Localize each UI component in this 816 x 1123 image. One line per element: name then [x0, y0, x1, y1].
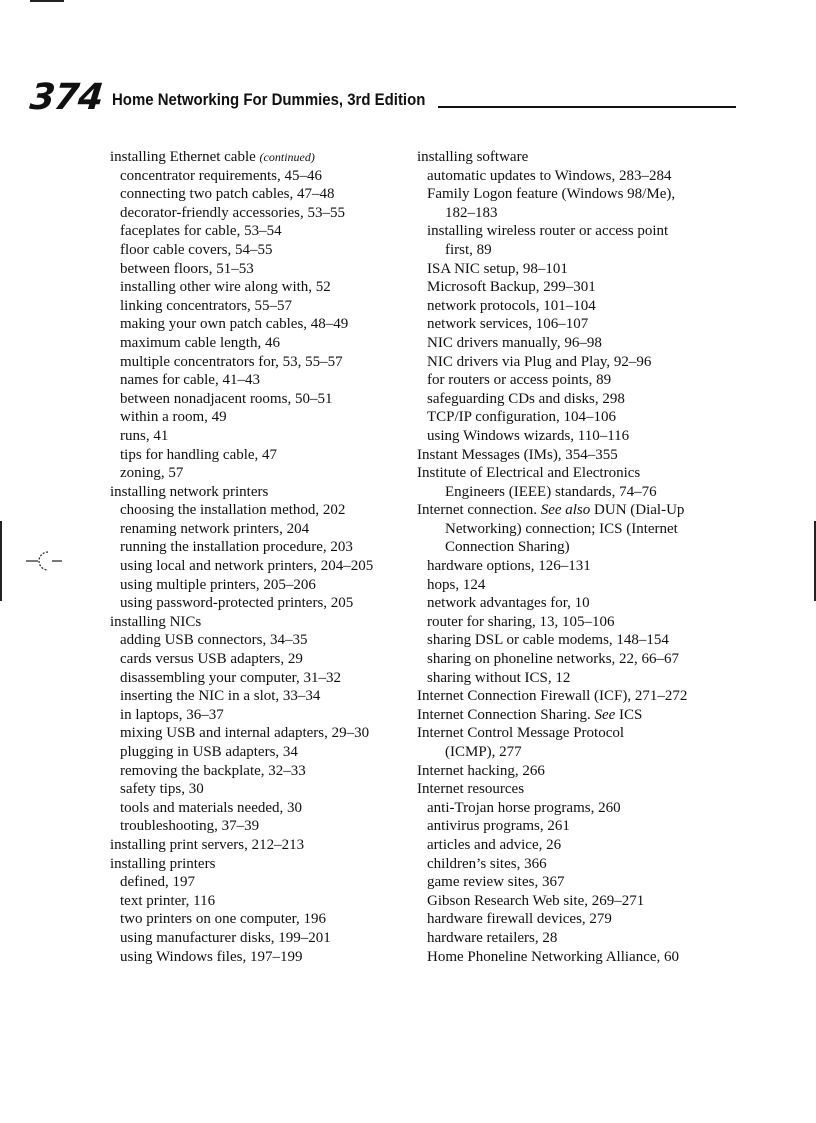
index-subentry: [110, 260, 410, 279]
index-entry-text: tools and materials needed, 30: [120, 799, 303, 816]
index-subentry: [417, 576, 717, 595]
index-subentry: [110, 167, 410, 186]
index-entry-text: installing software: [417, 149, 529, 165]
index-subentry: [110, 315, 410, 334]
index-subentry: [110, 724, 410, 743]
index-entry-text: cards versus USB adapters, 29: [120, 651, 303, 668]
index-entry-text: mixing USB and internal adapters, 29–30: [120, 725, 370, 742]
index-entry-text: concentrator requirements, 45–46: [120, 167, 323, 184]
index-entry-text: multiple concentrators for, 53, 55–57: [120, 353, 343, 370]
index-entry-text: runs, 41: [120, 427, 169, 444]
index-entry-text: safeguarding CDs and disks, 298: [427, 390, 625, 407]
index-entry-text: hardware options, 126–131: [427, 558, 591, 575]
index-subentry: [417, 353, 717, 372]
index-entry-text: linking concentrators, 55–57: [120, 297, 293, 314]
index-subentry: [417, 873, 717, 892]
index-entry-text: between nonadjacent rooms, 50–51: [120, 390, 333, 407]
index-entry-text: Internet Connection Sharing.: [417, 706, 591, 723]
index-entry-text: maximum cable length, 46: [120, 334, 280, 351]
index-subentry: [110, 446, 410, 465]
crop-mark-top: [30, 0, 64, 2]
index-subentry: [110, 799, 410, 818]
index-entry: [110, 483, 410, 502]
index-entry-text: network protocols, 101–104: [427, 297, 596, 314]
index-entry-text: Internet Control Message Protocol: [417, 725, 625, 742]
index-subentry: [417, 390, 717, 409]
index-entry-text: text printer, 116: [120, 892, 216, 909]
see-reference: See: [594, 706, 616, 723]
index-entry-text: children’s sites, 366: [427, 855, 547, 872]
continued-note: (continued): [259, 150, 315, 164]
index-entry-text: articles and advice, 26: [427, 836, 562, 853]
index-subentry: [417, 408, 717, 427]
index-entry: [110, 148, 410, 167]
index-entry-text: hops, 124: [427, 576, 486, 593]
index-entry-text: decorator-friendly accessories, 53–55: [120, 204, 346, 221]
entry-continuation: (ICMP), 277: [445, 744, 522, 760]
index-entry-text: adding USB connectors, 34–35: [120, 632, 308, 649]
index-entry-text: using manufacturer disks, 199–201: [120, 929, 331, 946]
index-entry-text: Internet connection.: [417, 502, 537, 519]
index-entry-text: installing network printers: [110, 483, 269, 500]
index-subentry: [110, 873, 410, 892]
index-entry-text: connecting two patch cables, 47–48: [120, 186, 335, 203]
index-entry-text: hardware firewall devices, 279: [427, 911, 612, 928]
index-entry: [417, 687, 717, 706]
index-entry-text: troubleshooting, 37–39: [120, 818, 260, 835]
index-subentry: [417, 613, 717, 632]
see-target: DUN (Dial-Up: [594, 502, 685, 519]
index-subentry: [110, 929, 410, 948]
index-entry-text: in laptops, 36–37: [120, 706, 224, 723]
index-entry-text: Internet Connection Firewall (ICF), 271–272: [417, 688, 688, 705]
index-subentry: [417, 669, 717, 688]
index-subentry: [417, 334, 717, 353]
index-subentry: [110, 650, 410, 669]
index-entry-text: using local and network printers, 204–205: [120, 558, 374, 575]
index-entry-text: for routers or access points, 89: [427, 372, 612, 389]
index-subentry: [417, 297, 717, 316]
index-entry: [110, 836, 410, 855]
index-entry-text: installing print servers, 212–213: [110, 836, 305, 853]
index-entry-text: disassembling your computer, 31–32: [120, 669, 342, 686]
index-entry-text: between floors, 51–53: [120, 260, 254, 277]
index-entry-text: NIC drivers manually, 96–98: [427, 334, 602, 351]
index-entry-text: Internet resources: [417, 781, 525, 798]
index-subentry: [110, 501, 410, 520]
index-entry-text: installing wireless router or access point: [427, 223, 669, 240]
book-title: Home Networking For Dummies, 3rd Edition: [112, 90, 426, 109]
index-entry-text: Home Phoneline Networking Alliance, 60: [427, 948, 680, 965]
index-subentry: [110, 390, 410, 409]
index-subentry: [417, 948, 717, 967]
index-subentry: [110, 631, 410, 650]
index-entry-text: tips for handling cable, 47: [120, 446, 278, 463]
index-subentry: [417, 222, 717, 259]
index-subentry: [417, 929, 717, 948]
index-entry: [417, 501, 717, 557]
index-subentry: [417, 910, 717, 929]
index-entry-text: sharing on phoneline networks, 22, 66–67: [427, 651, 680, 668]
index-entry-text: anti-Trojan horse programs, 260: [427, 799, 621, 816]
index-entry-text: TCP/IP configuration, 104–106: [427, 409, 617, 426]
see-reference: See also: [540, 502, 591, 519]
index-subentry: [417, 167, 717, 186]
index-column-right: [417, 148, 717, 966]
crop-mark-left: [0, 521, 2, 601]
index-entry: [417, 464, 717, 501]
page-number: 374: [27, 77, 105, 118]
index-entry-text: Microsoft Backup, 299–301: [427, 279, 596, 296]
entry-continuation: Networking) connection; ICS (Internet: [445, 520, 678, 537]
index-subentry: [110, 371, 410, 390]
index-subentry: [417, 855, 717, 874]
index-entry-text: network advantages for, 10: [427, 595, 590, 612]
index-entry-text: faceplates for cable, 53–54: [120, 223, 282, 240]
index-entry-text: sharing DSL or cable modems, 148–154: [427, 632, 669, 649]
index-subentry: [417, 427, 717, 446]
index-subentry: [110, 464, 410, 483]
index-subentry: [110, 762, 410, 781]
index-entry-text: installing printers: [110, 855, 216, 872]
registration-mark-icon: [26, 548, 66, 574]
index-entry-text: NIC drivers via Plug and Play, 92–96: [427, 353, 652, 370]
see-target: ICS: [619, 706, 643, 723]
index-subentry: [110, 353, 410, 372]
index-entry-text: antivirus programs, 261: [427, 818, 570, 835]
index-subentry: [110, 185, 410, 204]
index-subentry: [417, 371, 717, 390]
index-entry-text: hardware retailers, 28: [427, 929, 558, 946]
index-subentry: [110, 780, 410, 799]
index-entry-text: removing the backplate, 32–33: [120, 762, 306, 779]
index-entry-text: Gibson Research Web site, 269–271: [427, 892, 645, 909]
index-subentry: [417, 799, 717, 818]
index-subentry: [110, 222, 410, 241]
index-entry-text: using password-protected printers, 205: [120, 595, 354, 612]
index-subentry: [417, 278, 717, 297]
index-entry: [417, 706, 717, 725]
index-entry-text: Instant Messages (IMs), 354–355: [417, 446, 618, 463]
index-entry-text: using multiple printers, 205–206: [120, 576, 316, 593]
index-subentry: [110, 817, 410, 836]
index-subentry: [110, 706, 410, 725]
index-entry-text: installing other wire along with, 52: [120, 279, 331, 296]
index-entry-text: plugging in USB adapters, 34: [120, 744, 298, 760]
index-entry-text: using Windows wizards, 110–116: [427, 427, 630, 444]
index-subentry: [110, 687, 410, 706]
index-entry-text: ISA NIC setup, 98–101: [427, 260, 568, 277]
index-subentry: [110, 278, 410, 297]
index-subentry: [110, 520, 410, 539]
index-subentry: [110, 334, 410, 353]
index-subentry: [110, 594, 410, 613]
index-entry-text: Institute of Electrical and Electronics: [417, 465, 641, 482]
entry-continuation: first, 89: [445, 241, 492, 258]
index-entry-text: within a room, 49: [120, 409, 227, 426]
index-entry: [417, 780, 717, 799]
index-entry-text: installing Ethernet cable: [110, 149, 256, 165]
index-entry: [417, 762, 717, 781]
index-entry-text: sharing without ICS, 12: [427, 669, 571, 686]
index-entry-text: renaming network printers, 204: [120, 520, 310, 537]
index-subentry: [417, 631, 717, 650]
index-subentry: [417, 557, 717, 576]
index-entry: [110, 855, 410, 874]
index-entry-text: floor cable covers, 54–55: [120, 241, 273, 258]
index-subentry: [110, 576, 410, 595]
index-subentry: [110, 427, 410, 446]
index-entry-text: game review sites, 367: [427, 874, 565, 891]
index-subentry: [110, 910, 410, 929]
index-entry-text: running the installation procedure, 203: [120, 539, 353, 556]
index-entry-text: choosing the installation method, 202: [120, 502, 346, 519]
index-subentry: [417, 594, 717, 613]
index-entry: [417, 724, 717, 761]
index-entry-text: automatic updates to Windows, 283–284: [427, 167, 672, 184]
index-subentry: [110, 948, 410, 967]
index-entry-text: zoning, 57: [120, 465, 184, 482]
index-subentry: [417, 260, 717, 279]
index-subentry: [110, 241, 410, 260]
header-rule: [438, 106, 736, 108]
index-subentry: [110, 557, 410, 576]
index-entry-text: installing NICs: [110, 613, 202, 630]
index-entry-text: Internet hacking, 266: [417, 762, 545, 779]
index-entry-text: router for sharing, 13, 105–106: [427, 613, 615, 630]
entry-continuation: Connection Sharing): [445, 539, 570, 556]
entry-continuation: 182–183: [445, 204, 498, 221]
index-entry: [417, 446, 717, 465]
index-entry-text: making your own patch cables, 48–49: [120, 316, 349, 333]
index-subentry: [110, 408, 410, 427]
index-subentry: [110, 669, 410, 688]
index-subentry: [417, 315, 717, 334]
index-entry-text: defined, 197: [120, 874, 195, 891]
index-entry-text: inserting the NIC in a slot, 33–34: [120, 688, 321, 705]
index-subentry: [417, 817, 717, 836]
index-subentry: [417, 650, 717, 669]
index-subentry: [417, 185, 717, 222]
index-subentry: [110, 892, 410, 911]
index-entry: [110, 613, 410, 632]
entry-continuation: Engineers (IEEE) standards, 74–76: [445, 483, 657, 500]
index-entry-text: safety tips, 30: [120, 781, 204, 798]
page-header: [27, 77, 710, 118]
index-entry: [417, 148, 717, 167]
index-column-left: [110, 148, 410, 966]
index-entry-text: using Windows files, 197–199: [120, 948, 303, 965]
index-subentry: [110, 204, 410, 223]
index-subentry: [417, 892, 717, 911]
index-entry-text: two printers on one computer, 196: [120, 911, 327, 928]
index-entry-text: Family Logon feature (Windows 98/Me),: [427, 186, 676, 203]
index-entry-text: names for cable, 41–43: [120, 372, 260, 389]
index-subentry: [110, 538, 410, 557]
index-entry-text: network services, 106–107: [427, 316, 589, 333]
index-subentry: [417, 836, 717, 855]
index-subentry: [110, 297, 410, 316]
index-subentry: [110, 743, 410, 762]
